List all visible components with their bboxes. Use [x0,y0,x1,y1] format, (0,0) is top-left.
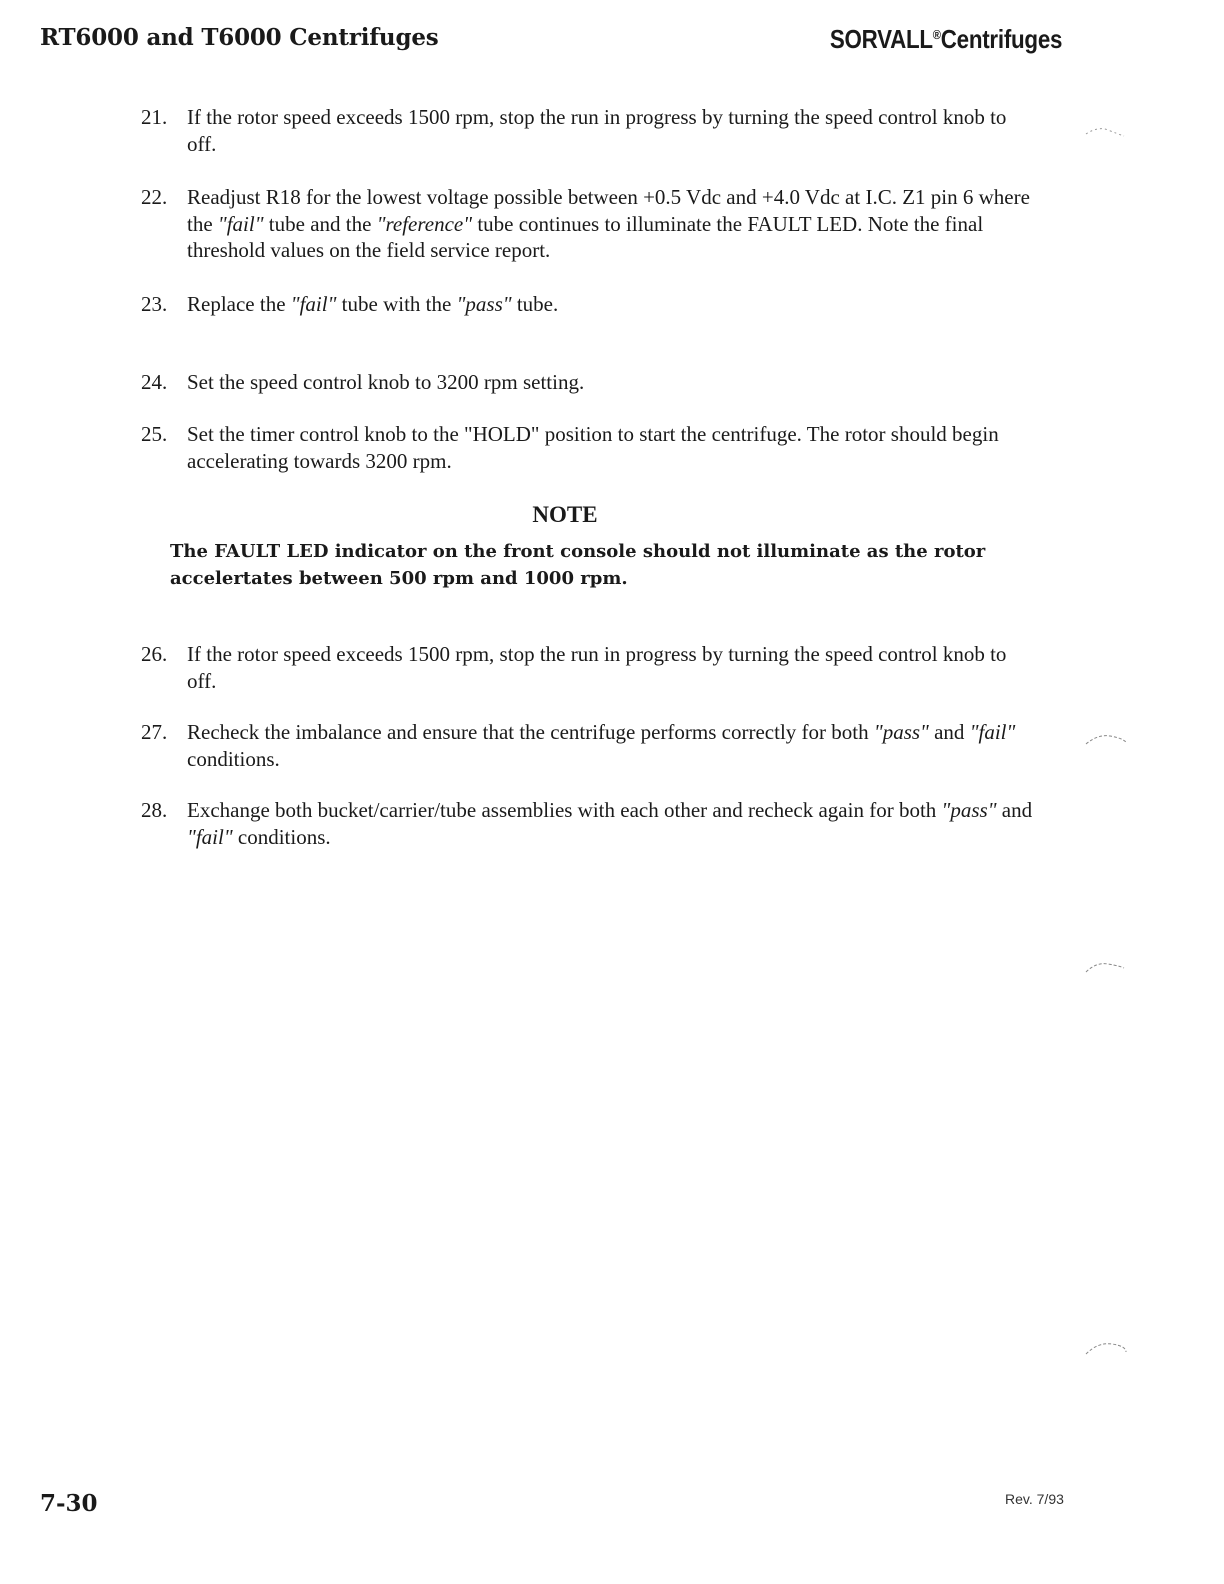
text-run: conditions. [187,746,280,771]
scan-artifact-mark [1082,1340,1128,1356]
italic-term: "reference" [376,211,473,236]
procedure-step [141,641,1036,694]
procedure-step [141,797,1036,850]
text-run: tube continues to illuminate the FAULT LED. Note the final threshold values on the field service report. [187,211,984,262]
revision-date: Rev. 7/93 [1005,1491,1064,1507]
step-number: 24. [141,370,168,394]
procedure-step [141,719,1036,772]
italic-term: "pass" [456,292,512,316]
text-run: tube with the [336,292,457,316]
text-run: Recheck the imbalance and ensure that the centrifuge performs correctly for both [187,720,874,744]
brand-name: SORVALL [829,24,933,54]
step-number: 25. [141,422,168,446]
scan-artifact-mark [1082,730,1128,746]
registered-mark: ® [932,27,941,42]
italic-term: "fail" [187,824,233,849]
text-run: Replace the [187,292,291,316]
procedure-step [141,291,1036,318]
step-text [187,421,1036,474]
text-run: tube and the [263,211,377,236]
text-run: conditions. [232,824,331,849]
text-run: tube. [511,292,559,316]
italic-term: "fail" [217,211,264,236]
brand-suffix: Centrifuges [940,24,1062,54]
step-text [187,184,1036,264]
text-run: If the rotor speed exceeds 1500 rpm, stop the run in progress by turning the speed control knob to off. [187,642,1007,693]
step-text [187,641,1036,694]
note-body: The FAULT LED indicator on the front console should not illuminate as the rotor accelertates between 500 rpm and 1000 rpm. [170,541,986,589]
text-run: Exchange both bucket/carrier/tube assemblies with each other and recheck again for both [187,798,942,822]
text-run: Readjust R18 for the lowest voltage possible between +0.5 Vdc and +4.0 Vdc at I.C. Z1 pin 6 where the [187,185,1030,236]
text-run: Set the speed control knob to 3200 rpm setting. [187,370,585,394]
step-text [187,104,1036,157]
procedure-step [141,184,1036,264]
step-text [187,291,1036,318]
step-number: 27. [141,720,168,744]
italic-term: "pass" [941,798,997,822]
procedure-step [141,421,1036,474]
step-number: 22. [141,185,168,209]
step-text [187,369,1036,396]
step-number: 21. [141,105,168,129]
procedure-step [141,104,1036,157]
text-run: and [996,798,1033,822]
document-header-title: RT6000 and T6000 Centrifuges [40,24,439,51]
procedure-step [141,369,1036,396]
scan-artifact-mark [1082,958,1128,974]
text-run: Set the timer control knob to the "HOLD" position to start the centrifuge. The rotor should begin accelerating towards 3200 rpm. [187,422,999,473]
page-number: 7-30 [40,1490,98,1517]
italic-term: "fail" [290,292,337,316]
text-run: and [928,720,970,744]
text-run: If the rotor speed exceeds 1500 rpm, stop the run in progress by turning the speed control knob to off. [187,105,1007,156]
step-text [187,797,1036,850]
italic-term: "fail" [969,720,1016,744]
brand-header [830,24,1062,55]
step-number: 23. [141,292,168,316]
step-number: 28. [141,798,168,822]
note-heading: NOTE [532,502,598,527]
step-number: 26. [141,642,168,666]
step-text [187,719,1036,772]
scan-artifact-mark [1082,122,1128,138]
italic-term: "pass" [873,720,929,744]
